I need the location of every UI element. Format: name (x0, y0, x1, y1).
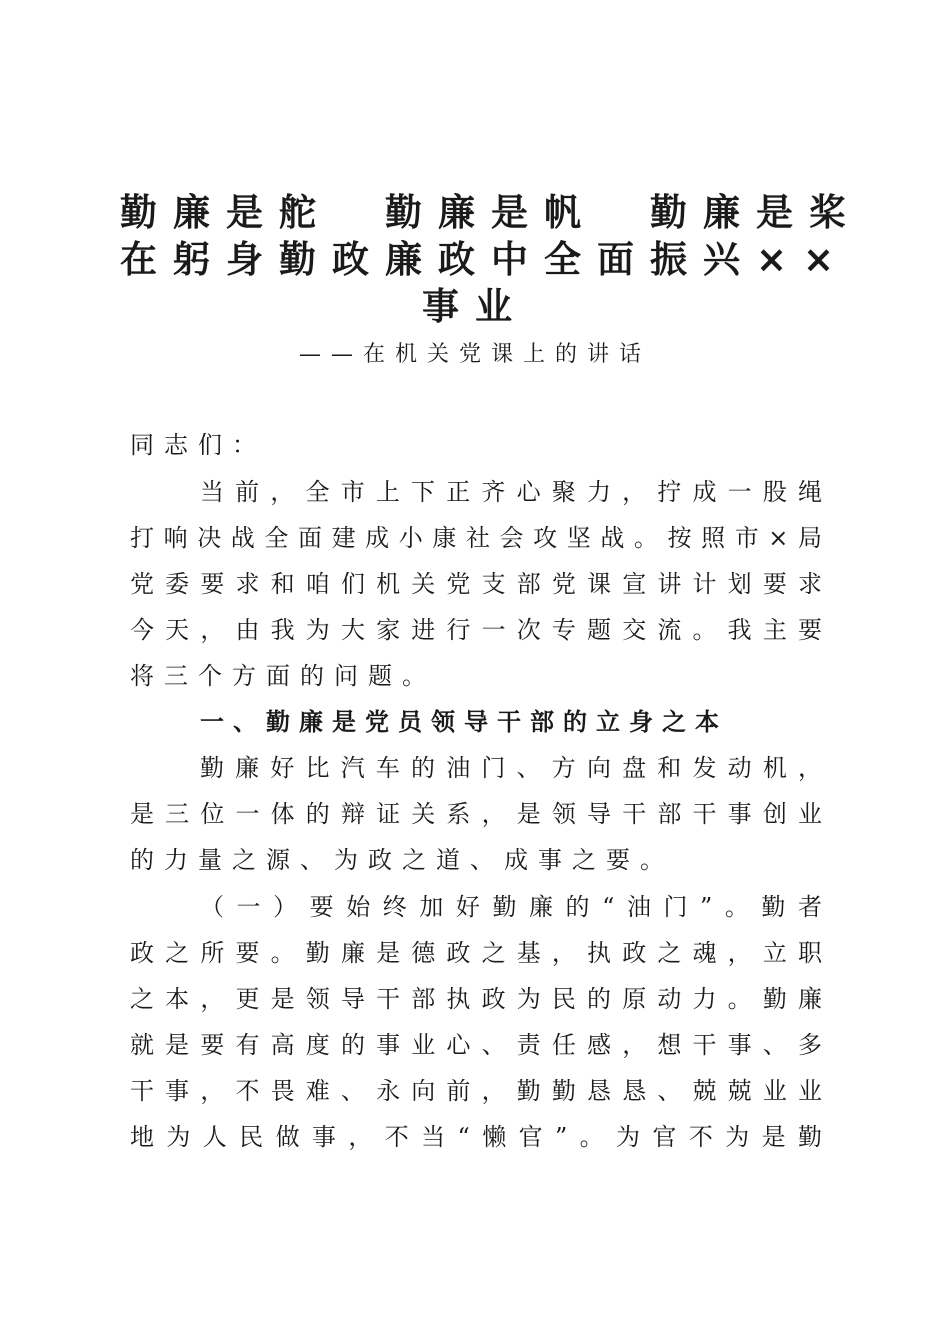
subtitle: ——在机关党课上的讲话 (298, 342, 651, 367)
title-line-1: 勤廉是舵 勤廉是帆 勤廉是桨 (120, 191, 862, 234)
paragraph-line: 当前，全市上下正齐心聚力，拧成一股绳 (200, 478, 822, 506)
paragraph-line: 之本，更是领导干部执政为民的原动力。勤廉 (130, 985, 822, 1013)
paragraph-line: 就是要有高度的事业心、责任感，想干事、多 (130, 1031, 822, 1059)
paragraph-line: 将三个方面的问题。 (130, 662, 436, 690)
section-heading: 一、勤廉是党员领导干部的立身之本 (200, 708, 728, 736)
paragraph-line: 打响决战全面建成小康社会攻坚战。按照市×局 (130, 524, 822, 552)
paragraph-line: 勤廉好比汽车的油门、方向盘和发动机， (200, 754, 822, 782)
paragraph-line: 的力量之源、为政之道、成事之要。 (130, 846, 674, 874)
paragraph-line: 是三位一体的辩证关系，是领导干部干事创业 (130, 800, 822, 828)
paragraph-line: （一）要始终加好勤廉的“油门”。勤者 (200, 893, 822, 921)
paragraph-line: 今天，由我为大家进行一次专题交流。我主要 (130, 616, 822, 644)
title-line-3: 事业 (422, 285, 528, 328)
paragraph-line: 党委要求和咱们机关党支部党课宣讲计划要求 (130, 570, 822, 598)
paragraph-line: 干事，不畏难、永向前，勤勤恳恳、兢兢业业 (130, 1077, 822, 1105)
paragraph-line: 政之所要。勤廉是德政之基，执政之魂，立职 (130, 939, 822, 967)
title-line-2: 在躬身勤政廉政中全面振兴×× (120, 238, 851, 281)
paragraph-line: 地为人民做事，不当“懒官”。为官不为是勤 (130, 1123, 822, 1151)
salutation: 同志们： (130, 431, 266, 459)
